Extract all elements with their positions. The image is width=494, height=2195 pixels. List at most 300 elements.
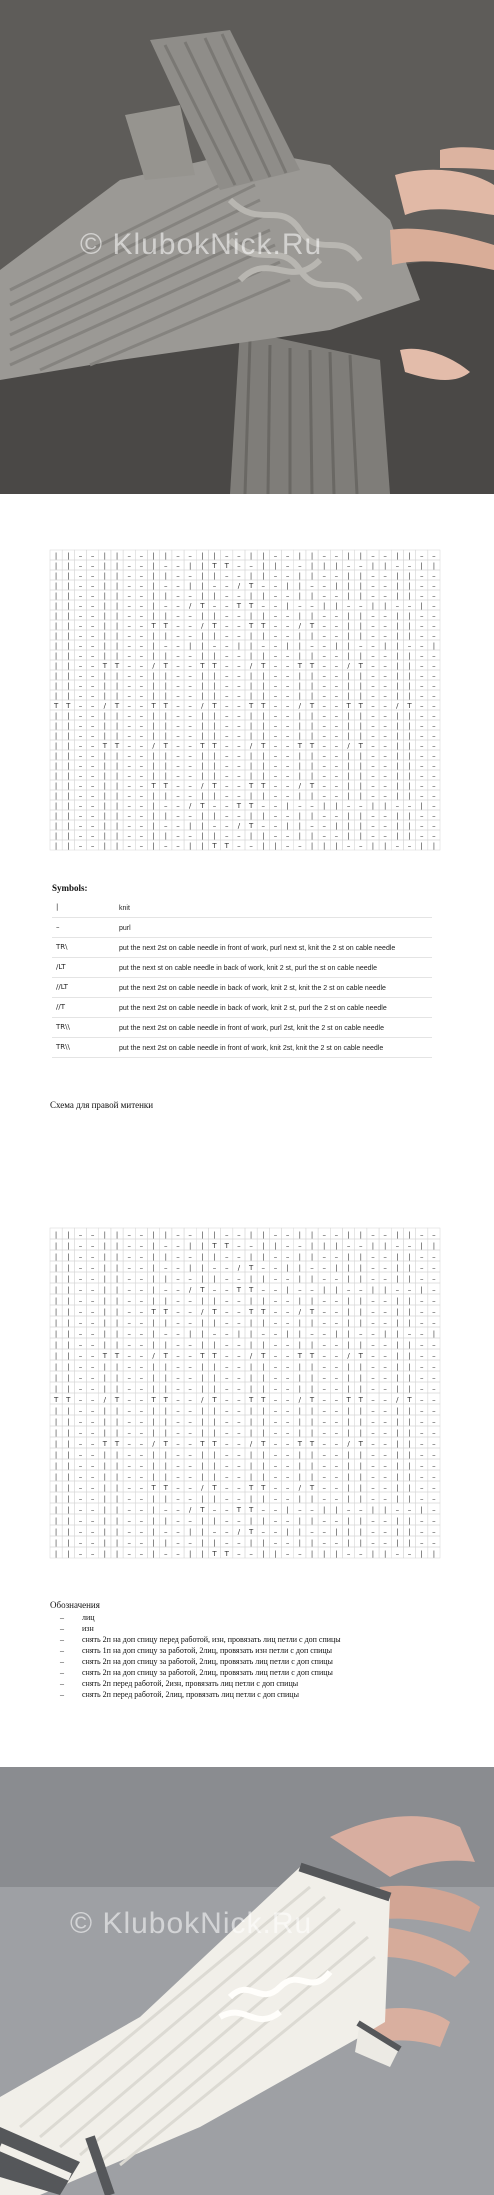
chart-stitch: | (54, 1417, 58, 1426)
chart-stitch: – (139, 632, 144, 640)
chart-stitch: – (432, 552, 436, 560)
chart-stitch: | (67, 612, 70, 620)
chart-stitch: – (285, 1395, 290, 1404)
chart-stitch: – (273, 1340, 278, 1349)
chart-stitch: – (188, 692, 192, 700)
chart-stitch: – (90, 1263, 95, 1272)
chart-stitch: | (298, 752, 302, 760)
chart-stitch: | (396, 692, 399, 700)
chart-stitch: | (67, 712, 70, 720)
chart-stitch: | (115, 1274, 119, 1283)
chart-stitch: – (419, 1263, 424, 1272)
chart-stitch: | (152, 1494, 155, 1503)
chart-stitch: – (139, 1274, 144, 1283)
chart-stitch: | (54, 1439, 58, 1448)
chart-stitch: – (237, 842, 241, 850)
chart-stitch: | (262, 1340, 265, 1349)
chart-stitch: – (432, 772, 436, 780)
chart-stitch: | (359, 762, 362, 770)
chart-stitch: | (152, 1362, 155, 1371)
chart-stitch: – (176, 1450, 180, 1459)
chart-stitch: – (310, 802, 314, 810)
chart-stitch: – (285, 622, 290, 630)
chart-stitch: – (419, 792, 424, 800)
chart-stitch: | (103, 762, 107, 770)
chart-stitch: – (90, 1274, 95, 1283)
chart-stitch: | (67, 1538, 70, 1547)
chart-stitch: | (103, 1450, 107, 1459)
chart-stitch: – (90, 1395, 95, 1404)
chart-stitch: | (298, 812, 302, 820)
chart-stitch: – (188, 772, 192, 780)
chart-stitch: | (103, 1241, 107, 1250)
chart-stitch: – (127, 1516, 131, 1525)
chart-stitch: | (164, 1274, 167, 1283)
chart-stitch: – (78, 1318, 83, 1327)
chart-stitch: | (54, 672, 58, 680)
chart-stitch: – (432, 1494, 436, 1503)
chart-stitch: – (334, 1296, 339, 1305)
chart-stitch: | (115, 1483, 119, 1492)
chart-stitch: – (188, 782, 192, 790)
chart-stitch: | (262, 712, 265, 720)
chart-stitch: | (298, 1362, 302, 1371)
chart-stitch: – (285, 1252, 290, 1261)
chart-stitch: | (249, 1296, 253, 1305)
chart-stitch: – (127, 762, 131, 770)
chart-stitch: | (152, 762, 155, 770)
chart-stitch: | (298, 1450, 302, 1459)
chart-stitch: | (67, 1340, 70, 1349)
chart-stitch: | (408, 622, 411, 630)
chart-stitch: – (224, 802, 229, 810)
chart-stitch: | (383, 1505, 387, 1514)
chart-stitch: – (237, 752, 241, 760)
chart-stitch: | (152, 1318, 155, 1327)
chart-stitch: | (67, 842, 70, 850)
chart-stitch: – (371, 1472, 375, 1481)
chart-stitch: – (285, 742, 290, 750)
chart-stitch: | (347, 672, 350, 680)
chart-stitch: | (54, 792, 58, 800)
chart-stitch: – (139, 642, 144, 650)
chart-stitch: – (285, 652, 290, 660)
chart-stitch: – (371, 742, 375, 750)
chart-stitch: – (224, 822, 229, 830)
chart-stitch: – (212, 1285, 217, 1294)
chart-stitch: – (298, 842, 302, 850)
chart-stitch: | (164, 832, 167, 840)
chart-stitch: – (139, 1516, 144, 1525)
chart-stitch: | (188, 582, 192, 590)
chart-stitch: – (78, 1373, 83, 1382)
chart-stitch: T (248, 1395, 254, 1404)
chart-stitch: T (102, 1351, 107, 1360)
chart-stitch: – (127, 772, 131, 780)
chart-stitch: – (139, 562, 144, 570)
chart-stitch: – (212, 822, 217, 830)
chart-stitch: – (273, 1318, 278, 1327)
chart-stitch: | (115, 1472, 119, 1481)
chart-stitch: – (298, 802, 302, 810)
chart-stitch: | (347, 792, 350, 800)
chart-stitch: – (432, 1285, 436, 1294)
chart-stitch: | (359, 1538, 362, 1547)
chart-stitch: | (201, 642, 204, 650)
chart-stitch: – (383, 1263, 387, 1272)
chart-stitch: | (347, 692, 350, 700)
chart-stitch: T (261, 1395, 266, 1404)
chart-stitch: – (139, 792, 144, 800)
chart-stitch: | (115, 712, 119, 720)
chart-stitch: | (54, 682, 58, 690)
chart-stitch: – (164, 1549, 168, 1558)
chart-stitch: – (432, 832, 436, 840)
chart-stitch: | (103, 1230, 107, 1239)
chart-stitch: | (164, 632, 167, 640)
chart-stitch: | (54, 1230, 58, 1239)
chart-stitch: – (237, 572, 241, 580)
chart-stitch: | (54, 1527, 58, 1536)
chart-stitch: | (54, 632, 58, 640)
chart-stitch: – (322, 1340, 326, 1349)
watermark-text-bottom: © KlubokNick.Ru (70, 1907, 313, 1940)
chart-stitch: – (90, 1362, 95, 1371)
chart-stitch: – (285, 1373, 290, 1382)
chart-stitch: | (67, 672, 70, 680)
chart-stitch: – (432, 1428, 436, 1437)
chart-stitch: – (407, 1241, 412, 1250)
chart-stitch: – (237, 1252, 241, 1261)
chart-stitch: – (322, 1362, 326, 1371)
chart-stitch: – (383, 1318, 387, 1327)
chart-stitch: – (78, 1241, 83, 1250)
chart-stitch: – (419, 1494, 424, 1503)
chart-stitch: – (139, 822, 144, 830)
chart-stitch: – (310, 1263, 314, 1272)
chart-stitch: – (273, 1417, 278, 1426)
chart-stitch: | (396, 1384, 399, 1393)
chart-stitch: | (201, 672, 204, 680)
chart-stitch: | (164, 1384, 167, 1393)
chart-stitch: | (115, 762, 119, 770)
chart-stitch: T (114, 702, 120, 710)
chart-stitch: | (359, 552, 362, 560)
chart-stitch: | (371, 562, 375, 570)
chart-stitch: | (408, 722, 411, 730)
chart-stitch: – (224, 662, 229, 670)
chart-stitch: – (127, 612, 131, 620)
chart-stitch: | (323, 842, 326, 850)
chart-stitch: | (396, 1274, 399, 1283)
chart-stitch: – (322, 712, 326, 720)
chart-stitch: – (285, 1461, 290, 1470)
chart-stitch: – (432, 1373, 436, 1382)
chart-stitch: T (66, 1395, 71, 1404)
chart-stitch: | (249, 1373, 253, 1382)
chart-stitch: | (383, 802, 387, 810)
chart-stitch: | (396, 1296, 399, 1305)
chart-stitch: T (224, 1549, 229, 1558)
chart-stitch: – (78, 722, 83, 730)
chart-stitch: | (164, 752, 167, 760)
chart-stitch: – (285, 812, 290, 820)
chart-stitch: | (383, 562, 387, 570)
chart-stitch: | (396, 1406, 399, 1415)
chart-stitch: – (334, 1340, 339, 1349)
chart-stitch: / (347, 1351, 350, 1360)
chart-stitch: – (383, 632, 387, 640)
chart-stitch: – (346, 602, 351, 610)
chart-stitch: – (371, 822, 375, 830)
chart-stitch: – (237, 692, 241, 700)
chart-stitch: – (78, 1494, 83, 1503)
chart-stitch: – (237, 1516, 241, 1525)
chart-stitch: | (103, 712, 107, 720)
chart-stitch: – (273, 772, 278, 780)
chart-stitch: T (224, 562, 229, 570)
chart-stitch: – (127, 782, 131, 790)
chart-stitch: – (224, 692, 229, 700)
chart-stitch: – (127, 1417, 131, 1426)
chart-stitch: – (224, 672, 229, 680)
chart-stitch: – (78, 672, 83, 680)
chart-stitch: – (188, 832, 192, 840)
chart-stitch: | (152, 1384, 155, 1393)
chart-stitch: – (90, 802, 95, 810)
chart-stitch: | (115, 1494, 119, 1503)
chart-stitch: – (127, 1395, 131, 1404)
chart-stitch: – (334, 1252, 339, 1261)
chart-stitch: T (212, 1307, 217, 1316)
chart-stitch: – (273, 1461, 278, 1470)
chart-stitch: | (115, 1329, 119, 1338)
chart-stitch: | (408, 1384, 411, 1393)
chart-stitch: | (408, 1274, 411, 1283)
chart-stitch: | (115, 652, 119, 660)
chart-stitch: | (188, 642, 192, 650)
chart-stitch: | (408, 712, 411, 720)
chart-stitch: | (152, 592, 155, 600)
chart-stitch: | (249, 1538, 253, 1547)
symbol-glyph: TR\\ (56, 1043, 70, 1051)
chart-stitch: – (78, 1263, 83, 1272)
chart-stitch: – (90, 1428, 95, 1437)
chart-stitch: | (201, 762, 204, 770)
chart-stitch: – (188, 752, 192, 760)
chart-stitch: – (127, 732, 131, 740)
chart-stitch: – (359, 1549, 363, 1558)
chart-stitch: – (176, 1285, 180, 1294)
chart-stitch: | (103, 1472, 107, 1481)
chart-stitch: | (310, 1538, 314, 1547)
chart-stitch: | (408, 812, 411, 820)
chart-stitch: – (176, 1340, 180, 1349)
chart-stitch: – (90, 772, 95, 780)
chart-stitch: | (396, 1417, 399, 1426)
chart-stitch: – (273, 1329, 278, 1338)
chart-stitch: – (432, 1483, 436, 1492)
chart-stitch: – (139, 682, 144, 690)
chart-stitch: – (285, 732, 290, 740)
chart-stitch: | (408, 1417, 411, 1426)
chart-stitch: – (273, 782, 278, 790)
symbol-glyph: | (56, 903, 59, 911)
symbol-glyph: TR\ (56, 943, 68, 951)
chart-stitch: | (286, 1285, 289, 1294)
chart-stitch: – (371, 1373, 375, 1382)
chart-stitch: – (90, 672, 95, 680)
chart-stitch: – (334, 1384, 339, 1393)
chart-stitch: – (383, 762, 387, 770)
chart-stitch: – (237, 1461, 241, 1470)
chart-stitch: – (371, 1450, 375, 1459)
chart-stitch: | (371, 802, 375, 810)
chart-stitch: T (248, 582, 254, 590)
chart-stitch: | (396, 812, 399, 820)
chart-stitch: – (224, 612, 229, 620)
chart-stitch: | (201, 1428, 204, 1437)
chart-stitch: | (262, 842, 265, 850)
chart-stitch: – (237, 1241, 241, 1250)
chart-stitch: | (213, 812, 216, 820)
chart-stitch: – (176, 1428, 180, 1437)
chart-stitch: – (237, 1274, 241, 1283)
chart-stitch: – (224, 1428, 229, 1437)
chart-stitch: / (237, 1263, 241, 1272)
chart-stitch: | (298, 632, 302, 640)
chart-stitch: – (237, 1384, 241, 1393)
chart-stitch: | (103, 612, 107, 620)
chart-stitch: | (152, 1516, 155, 1525)
chart-stitch: – (188, 682, 192, 690)
chart-stitch: – (212, 602, 217, 610)
chart-stitch: | (201, 1461, 204, 1470)
chart-stitch: T (309, 702, 315, 710)
chart-stitch: | (152, 822, 155, 830)
chart-stitch: | (396, 662, 399, 670)
chart-stitch: T (309, 622, 315, 630)
chart-stitch: – (127, 622, 131, 630)
chart-stitch: – (371, 1296, 375, 1305)
chart-stitch: – (419, 632, 424, 640)
chart-stitch: – (432, 1505, 436, 1514)
chart-stitch: – (371, 812, 375, 820)
chart-stitch: – (90, 822, 95, 830)
chart-stitch: – (78, 812, 83, 820)
chart-stitch: – (237, 832, 241, 840)
chart-stitch: | (359, 1274, 362, 1283)
chart-stitch: – (322, 822, 326, 830)
chart-stitch: | (359, 1527, 362, 1536)
chart-stitch: | (67, 1494, 70, 1503)
chart-stitch: – (90, 1461, 95, 1470)
chart-stitch: | (310, 762, 314, 770)
chart-stitch: | (54, 1351, 58, 1360)
chart-stitch: | (54, 1329, 58, 1338)
chart-stitch: – (371, 1263, 375, 1272)
chart-stitch: | (164, 692, 167, 700)
chart-stitch: T (163, 622, 168, 630)
chart-stitch: | (262, 1538, 265, 1547)
chart-stitch: – (224, 712, 229, 720)
chart-stitch: | (432, 1241, 436, 1250)
chart-stitch: | (371, 842, 375, 850)
chart-stitch: – (322, 572, 326, 580)
chart-stitch: | (262, 832, 265, 840)
chart-stitch: – (432, 822, 436, 830)
chart-stitch: – (237, 702, 241, 710)
chart-stitch: – (383, 722, 387, 730)
chart-stitch: – (90, 752, 95, 760)
chart-stitch: – (176, 1505, 180, 1514)
chart-stitch: – (176, 1483, 180, 1492)
chart-stitch: – (78, 702, 83, 710)
chart-stitch: | (347, 612, 350, 620)
chart-stitch: | (298, 1417, 302, 1426)
chart-stitch: | (359, 1318, 362, 1327)
chart-stitch: | (298, 1296, 302, 1305)
chart-stitch: | (67, 1252, 70, 1261)
chart-stitch: | (152, 1285, 155, 1294)
chart-stitch: | (115, 812, 119, 820)
chart-stitch: | (310, 552, 314, 560)
chart-stitch: | (152, 1406, 155, 1415)
chart-stitch: | (67, 652, 70, 660)
chart-stitch: | (115, 1296, 119, 1305)
chart-stitch: | (396, 792, 399, 800)
chart-stitch: / (298, 1307, 302, 1316)
chart-stitch: | (262, 572, 265, 580)
chart-stitch: – (371, 1527, 375, 1536)
chart-stitch: | (103, 832, 107, 840)
chart-stitch: | (359, 652, 362, 660)
chart-stitch: – (78, 1340, 83, 1349)
chart-stitch: – (273, 1527, 278, 1536)
chart-stitch: | (201, 1549, 204, 1558)
chart-stitch: – (127, 1450, 131, 1459)
chart-stitch: – (224, 1373, 229, 1382)
chart-stitch: | (103, 722, 107, 730)
chart-stitch: – (432, 742, 436, 750)
chart-stitch: | (54, 732, 58, 740)
chart-stitch: – (127, 592, 131, 600)
chart-stitch: | (115, 1538, 119, 1547)
chart-stitch: | (420, 562, 423, 570)
chart-stitch: – (407, 1329, 412, 1338)
chart-stitch: – (176, 632, 180, 640)
chart-stitch: | (396, 1516, 399, 1525)
chart-stitch: | (103, 642, 107, 650)
chart-stitch: | (408, 1494, 411, 1503)
chart-stitch: – (383, 1527, 387, 1536)
chart-stitch: | (359, 1406, 362, 1415)
chart-stitch: | (103, 1406, 107, 1415)
chart-stitch: – (127, 652, 131, 660)
chart-stitch: | (396, 632, 399, 640)
chart-stitch: – (176, 1252, 180, 1261)
chart-stitch: – (164, 802, 168, 810)
chart-stitch: – (224, 1318, 229, 1327)
chart-stitch: | (359, 592, 362, 600)
chart-stitch: | (213, 1340, 216, 1349)
chart-stitch: | (396, 712, 399, 720)
chart-stitch: | (115, 832, 119, 840)
chart-stitch: | (164, 682, 167, 690)
chart-stitch: – (359, 602, 363, 610)
chart-stitch: T (151, 782, 156, 790)
chart-stitch: | (164, 552, 167, 560)
